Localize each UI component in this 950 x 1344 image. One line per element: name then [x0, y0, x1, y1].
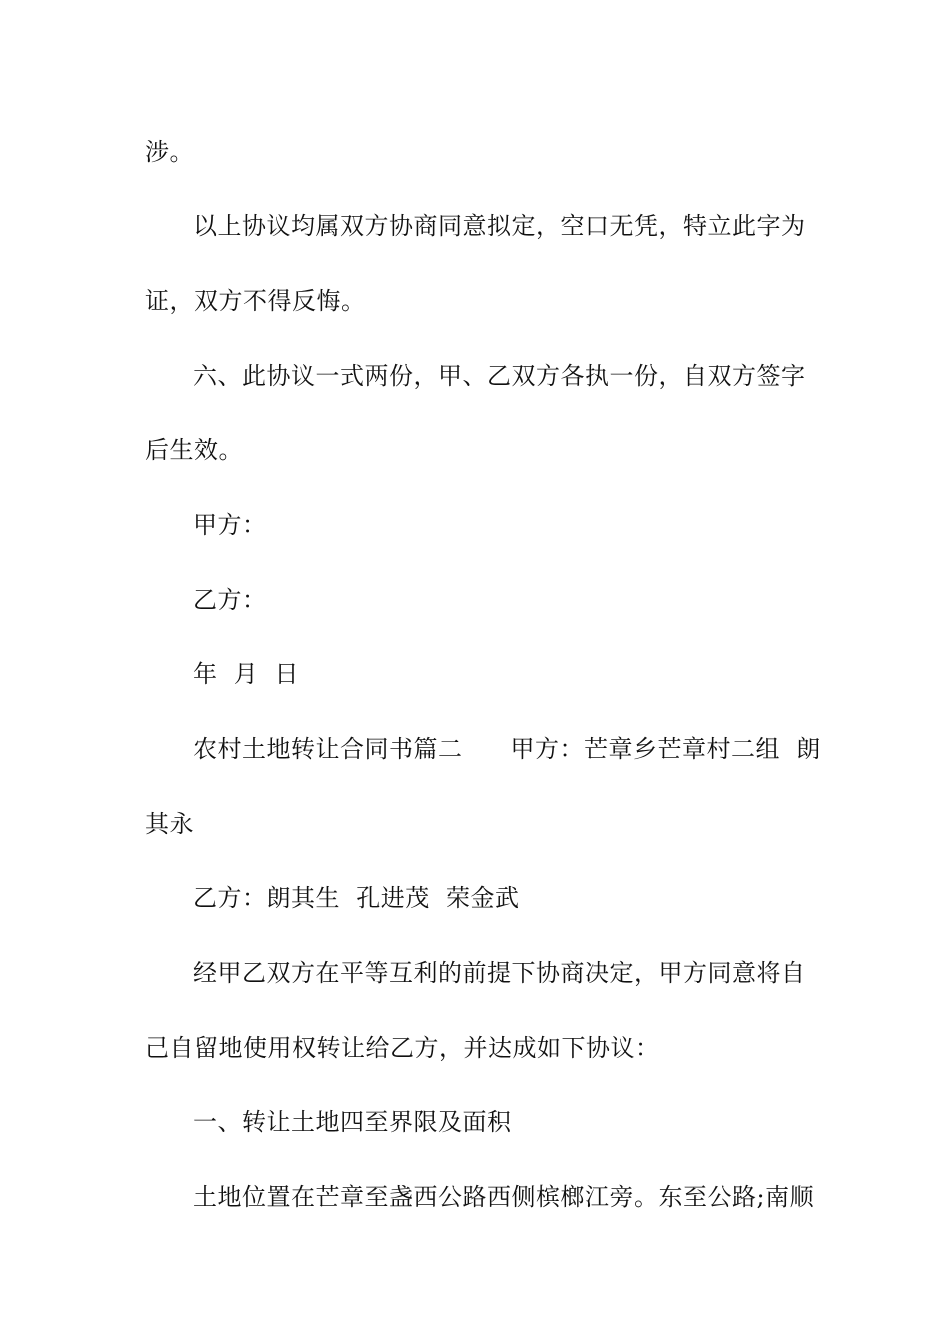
party-a-details: 甲方：芒章乡芒章村二组 朗 [510, 735, 821, 763]
section-heading-line [193, 733, 873, 765]
date-line: 年 月 日 [193, 660, 300, 688]
paragraph-line: 证，双方不得反悔。 [145, 287, 366, 315]
party-b-details: 乙方：朗其生 孔进茂 荣金武 [193, 884, 520, 912]
clause-heading: 一、转让土地四至界限及面积 [193, 1108, 512, 1136]
party-a-label: 甲方： [193, 511, 267, 539]
party-b-label: 乙方： [193, 586, 267, 614]
paragraph-line: 土地位置在芒章至盏西公路西侧槟榔江旁。东至公路;南顺 [193, 1183, 815, 1211]
paragraph-line: 己自留地使用权转让给乙方，并达成如下协议： [145, 1034, 660, 1062]
paragraph-line: 经甲乙双方在平等互利的前提下协商决定，甲方同意将自 [193, 959, 806, 987]
paragraph-line: 后生效。 [145, 436, 243, 464]
paragraph-line: 以上协议均属双方协商同意拟定，空口无凭，特立此字为 [193, 212, 806, 240]
section-title: 农村土地转让合同书篇二 [193, 735, 463, 763]
paragraph-line: 六、此协议一式两份，甲、乙双方各执一份，自双方签字 [193, 362, 806, 390]
paragraph-line: 涉。 [145, 138, 194, 166]
paragraph-line: 其永 [145, 810, 194, 838]
